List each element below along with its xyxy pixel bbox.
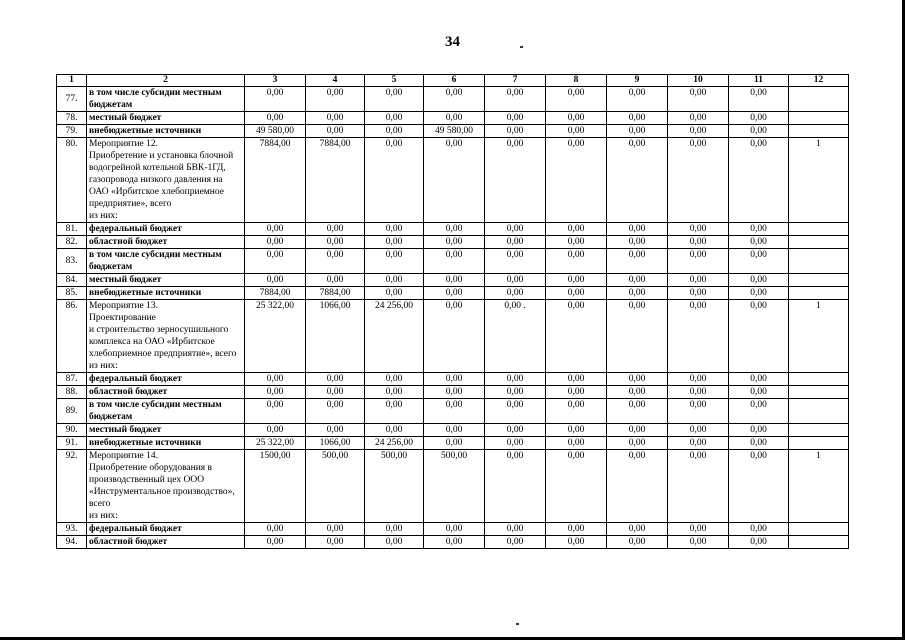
row-name: местный бюджет: [87, 424, 245, 437]
value-cell: 0,00: [729, 523, 789, 536]
value-cell: 0,00: [607, 300, 668, 373]
value-cell: 0,00: [485, 274, 546, 287]
value-cell: 0,00: [546, 373, 607, 386]
value-cell: 0,00: [245, 223, 306, 236]
value-cell: 0,00: [668, 424, 729, 437]
table-row: [57, 287, 849, 300]
row-name: в том числе субсидии местным бюджетам: [87, 87, 245, 112]
row-name: местный бюджет: [87, 274, 245, 287]
value-cell: 0,00: [365, 274, 424, 287]
value-cell: 0,00: [424, 437, 485, 450]
value-cell: 0,00: [546, 424, 607, 437]
row-number: 94.: [57, 536, 87, 549]
row-name: внебюджетные источники: [87, 287, 245, 300]
value-cell: 0,00: [306, 386, 365, 399]
value-cell: 0,00: [485, 112, 546, 125]
value-cell: 0,00: [668, 125, 729, 138]
value-cell: 0,00: [607, 249, 668, 274]
target-cell: [789, 125, 849, 138]
value-cell: 0,00: [668, 274, 729, 287]
header-cell: 9: [607, 75, 668, 87]
value-cell: 0,00: [424, 536, 485, 549]
value-cell: 25 322,00: [245, 437, 306, 450]
row-name: в том числе субсидии местным бюджетам: [87, 249, 245, 274]
value-cell: 0,00: [306, 87, 365, 112]
value-cell: 49 580,00: [245, 125, 306, 138]
value-cell: 7884,00: [306, 287, 365, 300]
value-cell: 0,00: [365, 112, 424, 125]
header-cell: 6: [424, 75, 485, 87]
value-cell: 0,00: [546, 125, 607, 138]
value-cell: 0,00: [424, 287, 485, 300]
value-cell: 0,00: [485, 287, 546, 300]
value-cell: 0,00: [306, 274, 365, 287]
value-cell: 0,00: [485, 536, 546, 549]
value-cell: 0,00: [424, 424, 485, 437]
target-cell: [789, 223, 849, 236]
value-cell: 0,00: [424, 138, 485, 223]
value-cell: 0,00: [668, 138, 729, 223]
value-cell: 0,00: [729, 300, 789, 373]
value-cell: 0,00: [729, 287, 789, 300]
value-cell: 0,00: [546, 236, 607, 249]
value-cell: 0,00: [546, 287, 607, 300]
value-cell: 0,00: [485, 223, 546, 236]
header-cell: 3: [245, 75, 306, 87]
value-cell: 0,00: [485, 138, 546, 223]
table-row: [57, 236, 849, 249]
value-cell: 0,00: [729, 386, 789, 399]
row-number: 81.: [57, 223, 87, 236]
value-cell: 0,00: [365, 249, 424, 274]
value-cell: 0,00: [546, 87, 607, 112]
value-cell: 0,00: [729, 424, 789, 437]
target-cell: [789, 249, 849, 274]
target-cell: [789, 236, 849, 249]
scan-speck: [516, 623, 519, 625]
value-cell: 0,00: [365, 386, 424, 399]
value-cell: 7884,00: [245, 138, 306, 223]
value-cell: 0,00: [668, 523, 729, 536]
value-cell: 0,00: [365, 125, 424, 138]
value-cell: 0,00: [729, 236, 789, 249]
value-cell: 0,00: [729, 536, 789, 549]
value-cell: 0,00: [245, 386, 306, 399]
value-cell: 0,00: [729, 125, 789, 138]
value-cell: 0,00: [306, 373, 365, 386]
value-cell: 0,00: [306, 236, 365, 249]
header-cell: 7: [485, 75, 546, 87]
table-row: [57, 523, 849, 536]
row-number: 77.: [57, 87, 87, 112]
value-cell: 0,00: [729, 274, 789, 287]
value-cell: 0,00: [668, 287, 729, 300]
value-cell: 0,00: [424, 236, 485, 249]
row-number: 86.: [57, 300, 87, 373]
value-cell: 0,00: [668, 300, 729, 373]
target-cell: 1: [789, 450, 849, 523]
value-cell: 0,00: [245, 236, 306, 249]
value-cell: 24 256,00: [365, 437, 424, 450]
value-cell: 0,00: [546, 536, 607, 549]
value-cell: 0,00: [485, 236, 546, 249]
value-cell: 1066,00: [306, 437, 365, 450]
value-cell: 0,00: [607, 373, 668, 386]
value-cell: 0,00: [424, 300, 485, 373]
target-cell: [789, 437, 849, 450]
value-cell: 0,00: [424, 87, 485, 112]
value-cell: 0,00: [607, 523, 668, 536]
value-cell: 0,00: [306, 223, 365, 236]
value-cell: 0,00: [546, 523, 607, 536]
row-name: Мероприятие 12. Приобретение и установка блочной водогрейной котельной БВК-1ГД, газопровода низкого давления на ОАО «Ирбитское хлебоприемное предприятие», всего из них:: [87, 138, 245, 223]
value-cell: 49 580,00: [424, 125, 485, 138]
value-cell: 0,00: [668, 399, 729, 424]
row-name: Мероприятие 14. Приобретение оборудования в производственный цех ООО «Инструментальное производство», всего из них:: [87, 450, 245, 523]
value-cell: 7884,00: [245, 287, 306, 300]
value-cell: 0,00: [485, 249, 546, 274]
value-cell: 0,00 .: [485, 300, 546, 373]
value-cell: 0,00: [729, 223, 789, 236]
value-cell: 0,00: [729, 249, 789, 274]
value-cell: 0,00: [306, 112, 365, 125]
table-row: [57, 274, 849, 287]
target-cell: [789, 523, 849, 536]
target-cell: [789, 424, 849, 437]
value-cell: 0,00: [245, 274, 306, 287]
value-cell: 0,00: [607, 386, 668, 399]
row-name: в том числе субсидии местным бюджетам: [87, 399, 245, 424]
value-cell: 0,00: [424, 223, 485, 236]
value-cell: 0,00: [546, 223, 607, 236]
value-cell: 0,00: [424, 249, 485, 274]
table-row: [57, 138, 849, 223]
value-cell: 0,00: [424, 523, 485, 536]
header-cell: 11: [729, 75, 789, 87]
value-cell: 0,00: [668, 236, 729, 249]
value-cell: 0,00: [424, 112, 485, 125]
value-cell: 0,00: [306, 125, 365, 138]
value-cell: 0,00: [607, 274, 668, 287]
row-name: областной бюджет: [87, 236, 245, 249]
value-cell: 25 322,00: [245, 300, 306, 373]
value-cell: 0,00: [668, 87, 729, 112]
value-cell: 0,00: [424, 274, 485, 287]
header-cell: 4: [306, 75, 365, 87]
value-cell: 0,00: [365, 536, 424, 549]
value-cell: 0,00: [485, 424, 546, 437]
value-cell: 0,00: [607, 125, 668, 138]
value-cell: 0,00: [668, 249, 729, 274]
value-cell: 0,00: [668, 450, 729, 523]
table-row: [57, 450, 849, 523]
value-cell: 500,00: [365, 450, 424, 523]
value-cell: 0,00: [729, 399, 789, 424]
value-cell: 1066,00: [306, 300, 365, 373]
value-cell: 7884,00: [306, 138, 365, 223]
value-cell: 0,00: [729, 437, 789, 450]
table-row: [57, 125, 849, 138]
row-number: 90.: [57, 424, 87, 437]
row-name: областной бюджет: [87, 536, 245, 549]
row-number: 93.: [57, 523, 87, 536]
value-cell: 0,00: [668, 373, 729, 386]
value-cell: 0,00: [485, 87, 546, 112]
value-cell: 0,00: [607, 437, 668, 450]
value-cell: 0,00: [485, 373, 546, 386]
row-number: 85.: [57, 287, 87, 300]
target-cell: [789, 399, 849, 424]
target-cell: [789, 287, 849, 300]
value-cell: 0,00: [729, 112, 789, 125]
value-cell: 0,00: [424, 373, 485, 386]
value-cell: 0,00: [424, 399, 485, 424]
value-cell: 0,00: [546, 386, 607, 399]
value-cell: 0,00: [546, 450, 607, 523]
scan-speck: [520, 46, 523, 48]
value-cell: 0,00: [729, 138, 789, 223]
value-cell: 0,00: [306, 523, 365, 536]
table-row: [57, 399, 849, 424]
row-name: Мероприятие 13. Проектирование и строительство зерносушильного комплекса на ОАО «Ирбитское хлебоприемное предприятие», всего из них:: [87, 300, 245, 373]
value-cell: 0,00: [365, 223, 424, 236]
value-cell: 0,00: [607, 536, 668, 549]
table-row: [57, 437, 849, 450]
value-cell: 0,00: [546, 249, 607, 274]
table-row: [57, 223, 849, 236]
value-cell: 0,00: [607, 424, 668, 437]
value-cell: 0,00: [668, 223, 729, 236]
value-cell: 0,00: [485, 437, 546, 450]
target-cell: 1: [789, 300, 849, 373]
row-name: внебюджетные источники: [87, 437, 245, 450]
value-cell: 0,00: [607, 236, 668, 249]
value-cell: 0,00: [546, 112, 607, 125]
row-name: федеральный бюджет: [87, 523, 245, 536]
value-cell: 0,00: [607, 450, 668, 523]
row-number: 92.: [57, 450, 87, 523]
value-cell: 0,00: [365, 424, 424, 437]
table-row: [57, 536, 849, 549]
row-number: 84.: [57, 274, 87, 287]
target-cell: 1: [789, 138, 849, 223]
value-cell: 0,00: [365, 399, 424, 424]
header-cell: 10: [668, 75, 729, 87]
table-body: [57, 87, 849, 549]
value-cell: 0,00: [546, 300, 607, 373]
row-number: 78.: [57, 112, 87, 125]
value-cell: 0,00: [546, 399, 607, 424]
value-cell: 0,00: [668, 112, 729, 125]
value-cell: 0,00: [546, 437, 607, 450]
value-cell: 0,00: [306, 536, 365, 549]
target-cell: [789, 87, 849, 112]
value-cell: 0,00: [729, 87, 789, 112]
value-cell: 0,00: [729, 373, 789, 386]
table-row: [57, 87, 849, 112]
row-name: местный бюджет: [87, 112, 245, 125]
value-cell: 0,00: [365, 236, 424, 249]
row-number: 82.: [57, 236, 87, 249]
value-cell: 0,00: [729, 450, 789, 523]
header-cell: 2: [87, 75, 245, 87]
value-cell: 0,00: [245, 112, 306, 125]
table-row: [57, 249, 849, 274]
target-cell: [789, 274, 849, 287]
value-cell: 0,00: [485, 399, 546, 424]
table-row: [57, 424, 849, 437]
value-cell: 0,00: [365, 87, 424, 112]
value-cell: 0,00: [546, 274, 607, 287]
table-row: [57, 112, 849, 125]
row-name: внебюджетные источники: [87, 125, 245, 138]
row-name: федеральный бюджет: [87, 223, 245, 236]
value-cell: 500,00: [424, 450, 485, 523]
value-cell: 0,00: [607, 399, 668, 424]
value-cell: 0,00: [365, 523, 424, 536]
value-cell: 0,00: [245, 536, 306, 549]
row-number: 83.: [57, 249, 87, 274]
value-cell: 0,00: [245, 523, 306, 536]
value-cell: 0,00: [607, 287, 668, 300]
target-cell: [789, 386, 849, 399]
value-cell: 0,00: [245, 399, 306, 424]
value-cell: 24 256,00: [365, 300, 424, 373]
value-cell: 0,00: [245, 87, 306, 112]
value-cell: 0,00: [668, 437, 729, 450]
value-cell: 0,00: [245, 373, 306, 386]
header-cell: 1: [57, 75, 87, 87]
value-cell: 0,00: [607, 138, 668, 223]
value-cell: 0,00: [365, 287, 424, 300]
value-cell: 0,00: [306, 399, 365, 424]
value-cell: 0,00: [245, 424, 306, 437]
header-cell: 8: [546, 75, 607, 87]
budget-table: [56, 74, 849, 549]
row-number: 87.: [57, 373, 87, 386]
header-cell: 12: [789, 75, 849, 87]
value-cell: 0,00: [485, 523, 546, 536]
value-cell: 0,00: [668, 536, 729, 549]
row-number: 88.: [57, 386, 87, 399]
page-number: 34: [445, 34, 460, 50]
value-cell: 0,00: [485, 125, 546, 138]
value-cell: 0,00: [485, 386, 546, 399]
value-cell: 500,00: [306, 450, 365, 523]
target-cell: [789, 112, 849, 125]
value-cell: 1500,00: [245, 450, 306, 523]
value-cell: 0,00: [607, 112, 668, 125]
row-name: федеральный бюджет: [87, 373, 245, 386]
table-header-row: [57, 75, 849, 87]
table-row: [57, 373, 849, 386]
target-cell: [789, 373, 849, 386]
row-number: 89.: [57, 399, 87, 424]
table-row: [57, 386, 849, 399]
header-cell: 5: [365, 75, 424, 87]
value-cell: 0,00: [607, 87, 668, 112]
value-cell: 0,00: [607, 223, 668, 236]
row-name: областной бюджет: [87, 386, 245, 399]
value-cell: 0,00: [306, 424, 365, 437]
table-row: [57, 300, 849, 373]
row-number: 80.: [57, 138, 87, 223]
value-cell: 0,00: [546, 138, 607, 223]
value-cell: 0,00: [365, 373, 424, 386]
value-cell: 0,00: [485, 450, 546, 523]
value-cell: 0,00: [365, 138, 424, 223]
target-cell: [789, 536, 849, 549]
value-cell: 0,00: [424, 386, 485, 399]
row-number: 91.: [57, 437, 87, 450]
value-cell: 0,00: [306, 249, 365, 274]
value-cell: 0,00: [245, 249, 306, 274]
row-number: 79.: [57, 125, 87, 138]
value-cell: 0,00: [668, 386, 729, 399]
